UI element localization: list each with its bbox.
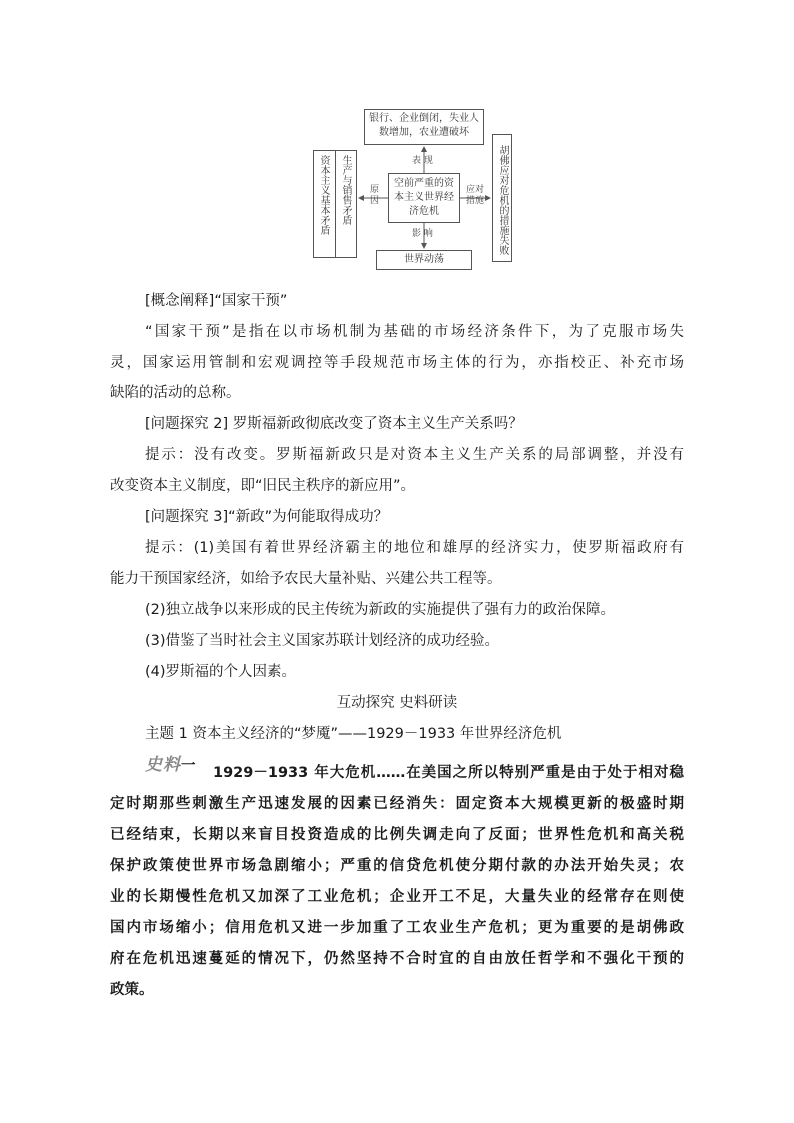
label-right: 应对 措施 <box>466 185 485 206</box>
label-left: 原 因 <box>370 185 380 206</box>
theme-line: 主题 1 资本主义经济的“梦魇”——1929－1933 年世界经济危机 <box>145 726 562 742</box>
center-box: 空前严重的资本主义世界经济危机 <box>388 173 460 223</box>
label-up: 表 现 <box>412 156 433 166</box>
cause-col-2: 生产与销售矛盾 <box>340 155 351 225</box>
label-down: 影 响 <box>412 229 433 239</box>
section-title: 互动探究 史料研读 <box>336 695 458 711</box>
concept-line-2: 灵，国家运用管制和宏观调控等手段规范市场主体的行为，亦指校正、补充市场 <box>110 355 684 371</box>
source-line-1: 1929－1933 年大危机……在美国之所以特别严重是由于处于相对稳 <box>213 765 684 781</box>
source-line-4: 保护政策使世界市场急剧缩小；严重的信贷危机使分期付款的办法开始失灵；农 <box>110 858 684 874</box>
hoover-box: 胡佛应对危机的措施失败 <box>492 134 512 262</box>
answer-3-point-2: (2)独立战争以来形成的民主传统为新政的实施提供了强有力的政治保障。 <box>145 602 616 618</box>
cause-divider <box>335 151 336 257</box>
concept-heading: [概念阐释]“国家干预” <box>145 293 288 309</box>
source-line-8: 政策。 <box>110 982 154 998</box>
question-3: [问题探究 3]“新政”为何能取得成功？ <box>145 509 389 525</box>
source-number: 一 <box>181 758 196 774</box>
answer-3-line-1: 提示：(1)美国有着世界经济霸主的地位和雄厚的经济实力，使罗斯福政府有 <box>145 540 684 556</box>
source-label <box>145 756 205 775</box>
source-line-7: 府在危机迅速蔓延的情况下，仍然坚持不合时宜的自由放任哲学和不强化干预的 <box>110 951 684 967</box>
answer-2-line-1: 提示：没有改变。罗斯福新政只是对资本主义生产关系的局部调整，并没有 <box>145 447 684 463</box>
source-line-2: 定时期那些刺激生产迅速发展的因素已经消失：固定资本大规模更新的极盛时期 <box>110 796 684 812</box>
crisis-diagram <box>0 0 794 280</box>
source-line-6: 国内市场缩小；信用危机又进一步加重了工农业生产危机；更为重要的是胡佛政 <box>110 920 684 936</box>
answer-3-point-4: (4)罗斯福的个人因素。 <box>145 664 297 680</box>
world-box: 世界动荡 <box>376 250 472 270</box>
answer-3-line-2: 能力干预国家经济，如给予农民大量补贴、兴建公共工程等。 <box>110 571 502 587</box>
source-line-5: 业的长期慢性危机又加深了工业危机；企业开工不足，大量失业的经常存在则使 <box>110 889 684 905</box>
answer-3-point-3: (3)借鉴了当时社会主义国家苏联计划经济的成功经验。 <box>145 633 500 649</box>
question-2: [问题探究 2] 罗斯福新政彻底改变了资本主义生产关系吗？ <box>145 416 523 432</box>
answer-2-line-2: 改变资本主义制度，即“旧民主秩序的新应用”。 <box>110 478 416 494</box>
cause-box <box>313 150 357 258</box>
effects-box: 银行、企业倒闭，失业人数增加，农业遭破坏 <box>364 109 484 145</box>
concept-line-3: 缺陷的活动的总称。 <box>110 385 241 401</box>
source-line-3: 已经结束，长期以来盲目投资造成的比例失调走向了反面；世界性危机和高关税 <box>110 827 684 843</box>
cause-col-1: 资本主义基本矛盾 <box>318 155 329 235</box>
concept-line-1: “国家干预”是指在以市场机制为基础的市场经济条件下，为了克服市场失 <box>145 324 684 340</box>
source-mark: 史料 <box>145 755 181 775</box>
